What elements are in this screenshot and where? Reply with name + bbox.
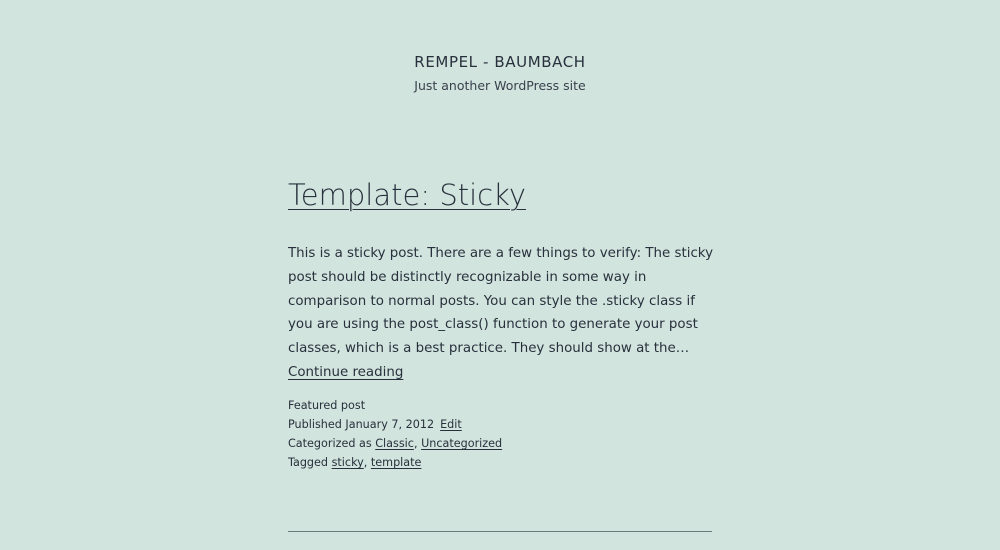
post-title-link[interactable]: Template: Sticky: [288, 178, 527, 212]
continue-reading-link[interactable]: Continue reading: [288, 364, 404, 380]
edit-post-link[interactable]: Edit: [440, 418, 462, 431]
tag-link-sticky[interactable]: sticky: [331, 456, 364, 469]
post-title: [288, 178, 526, 213]
published-date: January 7, 2012: [345, 418, 435, 431]
post-meta: [288, 396, 502, 472]
post-excerpt: [288, 242, 718, 385]
tag-separator: ,: [363, 456, 371, 469]
categories-line: [288, 434, 502, 453]
category-separator: ,: [413, 437, 422, 450]
category-link-uncategorized[interactable]: Uncategorized: [421, 437, 503, 450]
posted-on: [288, 415, 502, 434]
categories-prefix: Categorized as: [288, 437, 376, 450]
tags-prefix: Tagged: [288, 456, 332, 469]
excerpt-text: This is a sticky post. There are a few things to verify: The sticky post should be distinctly recognizable in some way in comparison to normal posts. You can style the .sticky class if you are using the post_class() function to generate your post classes, which is a best practice. They should show at the…: [288, 246, 714, 357]
post-separator: [288, 531, 712, 532]
tag-link-template[interactable]: template: [370, 456, 422, 469]
site-title-link[interactable]: REMPEL - BAUMBACH: [414, 53, 586, 71]
featured-post-label: Featured post: [288, 399, 366, 412]
published-prefix: Published: [288, 418, 346, 431]
site-description: Just another WordPress site: [414, 78, 586, 93]
category-link-classic[interactable]: Classic: [375, 437, 414, 450]
tags-line: [288, 453, 502, 472]
